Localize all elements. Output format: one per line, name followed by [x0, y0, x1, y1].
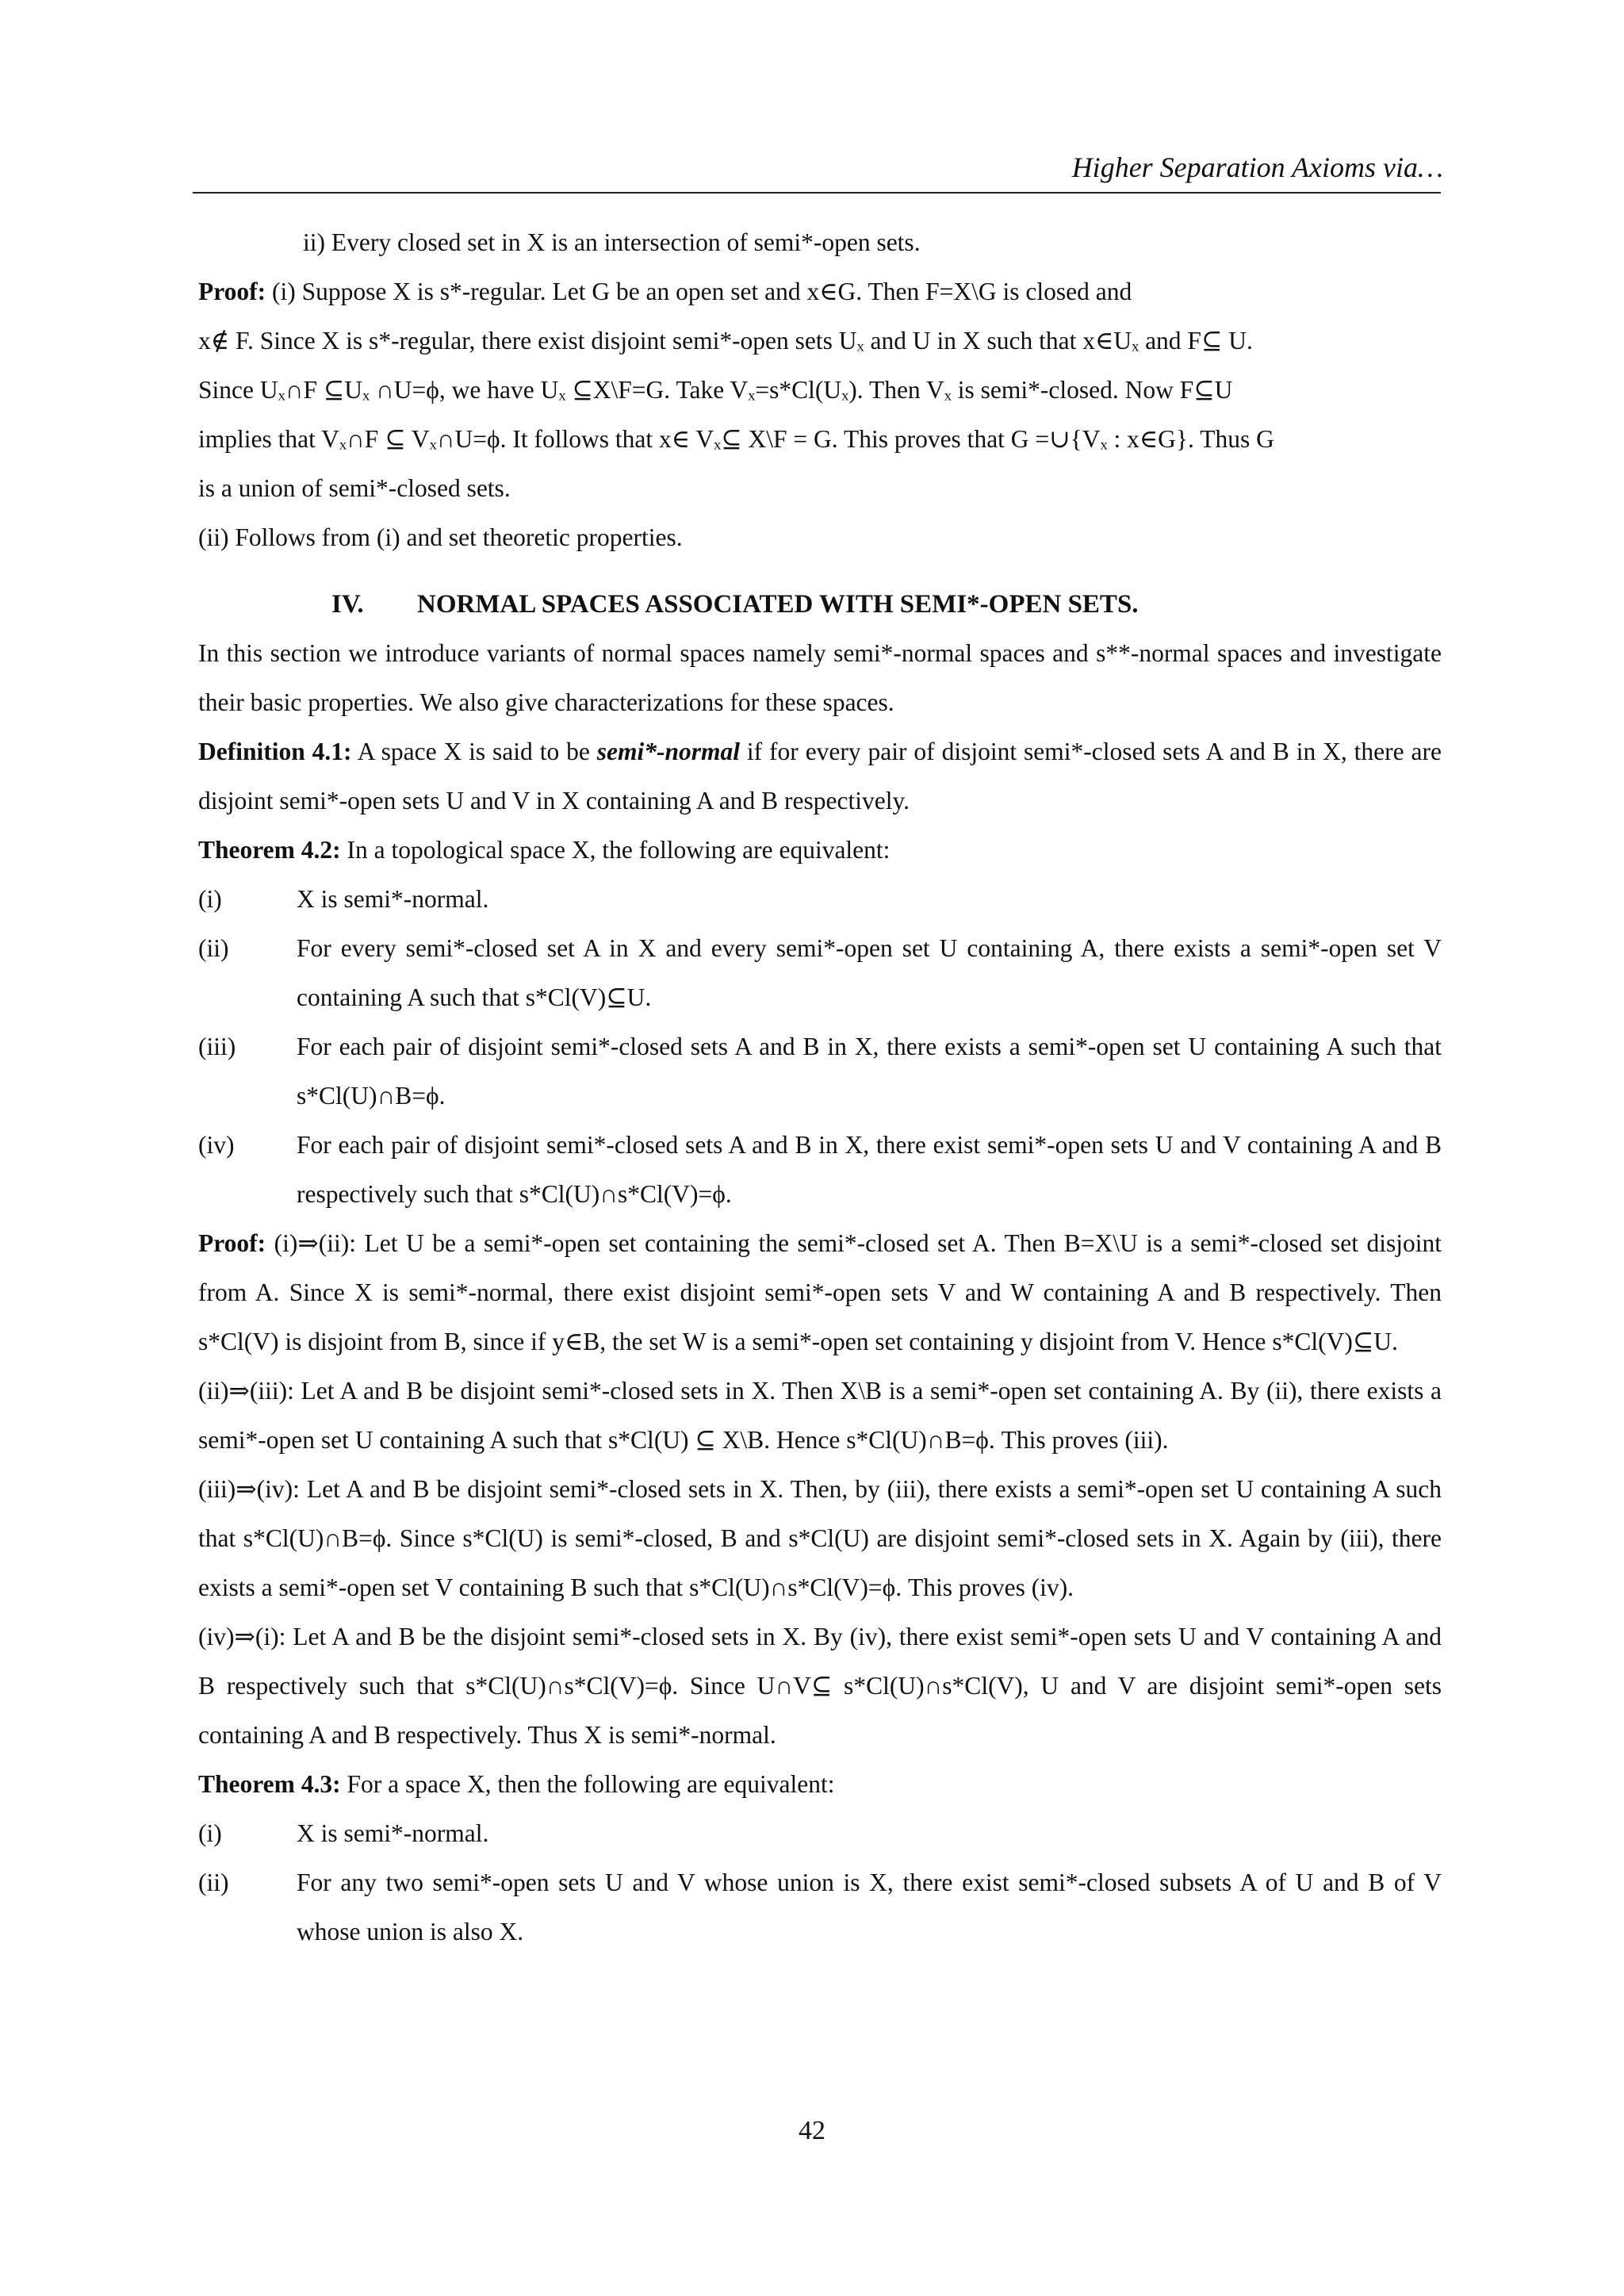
definition-label: Definition 4.1: — [198, 738, 352, 765]
page-number: 42 — [799, 2116, 825, 2145]
theorem-4-3-item — [198, 1858, 1442, 1957]
item-enum: (iii) — [198, 1033, 236, 1060]
theorem-4-3-item — [198, 1809, 1442, 1858]
section-number: IV. — [331, 590, 364, 619]
theorem-4-2-text: In a topological space X, the following are equivalent: — [340, 836, 891, 864]
theorem-4-3-label: Theorem 4.3: — [198, 1770, 341, 1798]
item-text: X is semi*-normal. — [297, 885, 489, 913]
item-text: For every semi*-closed set A in X and every semi*-open set U containing A, there exists a semi*-open set V containing A such that s*Cl(V)⊆U. — [297, 934, 1442, 1011]
section-title: NORMAL SPACES ASSOCIATED WITH SEMI*-OPEN SETS. — [417, 590, 1139, 619]
item-enum: (i) — [198, 885, 222, 913]
theorem-4-3 — [198, 1760, 1442, 1809]
running-header: Higher Separation Axioms via… — [1071, 151, 1443, 183]
definition-4-1 — [198, 727, 1442, 826]
theorem-4-2-item — [198, 875, 1442, 924]
proof-line-1-text: (i) Suppose X is s*-regular. Let G be an open set and x∈G. Then F=X\G is closed and — [266, 278, 1132, 305]
item-text: For each pair of disjoint semi*-closed sets A and B in X, there exists a semi*-open set U containing A such that s*Cl(U)∩B=ϕ. — [297, 1033, 1442, 1110]
proof-line-2: x∉ F. Since X is s*-regular, there exist disjoint semi*-open sets Uₓ and U in X such that x∈Uₓ and F⊆ U. — [198, 327, 1253, 355]
section-intro: In this section we introduce variants of normal spaces namely semi*-normal spaces and s**-normal spaces and investigate their basic properties. We also give characterizations for these spaces. — [198, 639, 1442, 716]
proof-4-2-part-1 — [198, 1219, 1442, 1366]
proof-label: Proof: — [198, 278, 266, 305]
proof-4-2-part-3: (iii)⇒(iv): Let A and B be disjoint semi*-closed sets in X. Then, by (iii), there exists a semi*-open set U containing A such that s*Cl(U)∩B=ϕ. Since s*Cl(U) is semi*-closed, B and s*Cl(U) are disjoint semi*-closed sets in X. Again by (iii), there exists a semi*-open set V containing B such that s*Cl(U)∩s*Cl(V)=ϕ. This proves (iv). — [198, 1475, 1442, 1601]
proof-line-1 — [198, 267, 1442, 316]
item-enum: (i) — [198, 1819, 222, 1847]
proof-4-2-label: Proof: — [198, 1229, 266, 1257]
proof-line-4: implies that Vₓ∩F ⊆ Vₓ∩U=ϕ. It follows that x∈ Vₓ⊆ X\F = G. This proves that G =∪{Vₓ : x∈G}. Thus G — [198, 425, 1274, 453]
definition-term: semi*-normal — [596, 738, 740, 765]
theorem-4-2 — [198, 826, 1442, 875]
proof-4-2-part-4: (iv)⇒(i): Let A and B be the disjoint semi*-closed sets in X. By (iv), there exist semi*-open sets U and V containing A and B respectively such that s*Cl(U)∩s*Cl(V)=ϕ. Since U∩V⊆ s*Cl(U)∩s*Cl(V), U and V are disjoint semi*-open sets containing A and B respectively. Thus X is semi*-normal. — [198, 1623, 1442, 1749]
definition-pre: A space X is said to be — [351, 738, 597, 765]
item-enum: (iv) — [198, 1131, 235, 1159]
section-heading — [198, 580, 1442, 629]
statement-item-ii: ii) Every closed set in X is an intersection of semi*-open sets. — [303, 228, 921, 256]
page-body — [198, 218, 1442, 1957]
theorem-4-2-item — [198, 924, 1442, 1022]
definition-post: if for every pair of disjoint semi*-closed sets A and B in X, there are disjoint semi*-open sets U and V in X containing A and B respectively. — [198, 738, 1442, 815]
theorem-4-2-item — [198, 1022, 1442, 1121]
item-enum: (ii) — [198, 1869, 229, 1896]
item-enum: (ii) — [198, 934, 229, 962]
theorem-4-2-label: Theorem 4.2: — [198, 836, 341, 864]
theorem-4-2-item — [198, 1121, 1442, 1219]
proof-line-5: is a union of semi*-closed sets. — [198, 474, 511, 502]
proof-4-2-p1: (i)⇒(ii): Let U be a semi*-open set containing the semi*-closed set A. Then B=X\U is a semi*-closed set disjoint from A. Since X is semi*-normal, there exist disjoint semi*-open sets V and W containing A and B respectively. Then s*Cl(V) is disjoint from B, since if y∈B, the set W is a semi*-open set containing y disjoint from V. Hence s*Cl(V)⊆U. — [198, 1229, 1442, 1355]
header-rule — [193, 192, 1441, 194]
item-text: X is semi*-normal. — [297, 1819, 489, 1847]
proof-line-3: Since Uₓ∩F ⊆Uₓ ∩U=ϕ, we have Uₓ ⊆X\F=G. Take Vₓ=s*Cl(Uₓ). Then Vₓ is semi*-closed. Now F⊆U — [198, 376, 1233, 404]
item-text: For any two semi*-open sets U and V whose union is X, there exist semi*-closed subsets A of U and B of V whose union is also X. — [297, 1869, 1442, 1945]
theorem-4-3-text: For a space X, then the following are equivalent: — [340, 1770, 835, 1798]
proof-4-2-part-2: (ii)⇒(iii): Let A and B be disjoint semi*-closed sets in X. Then X\B is a semi*-open set containing A. By (ii), there exists a semi*-open set U containing A such that s*Cl(U) ⊆ X\B. Hence s*Cl(U)∩B=ϕ. This proves (iii). — [198, 1377, 1442, 1454]
proof-part-ii: (ii) Follows from (i) and set theoretic properties. — [198, 523, 683, 551]
item-text: For each pair of disjoint semi*-closed sets A and B in X, there exist semi*-open sets U and V containing A and B respectively such that s*Cl(U)∩s*Cl(V)=ϕ. — [297, 1131, 1442, 1208]
